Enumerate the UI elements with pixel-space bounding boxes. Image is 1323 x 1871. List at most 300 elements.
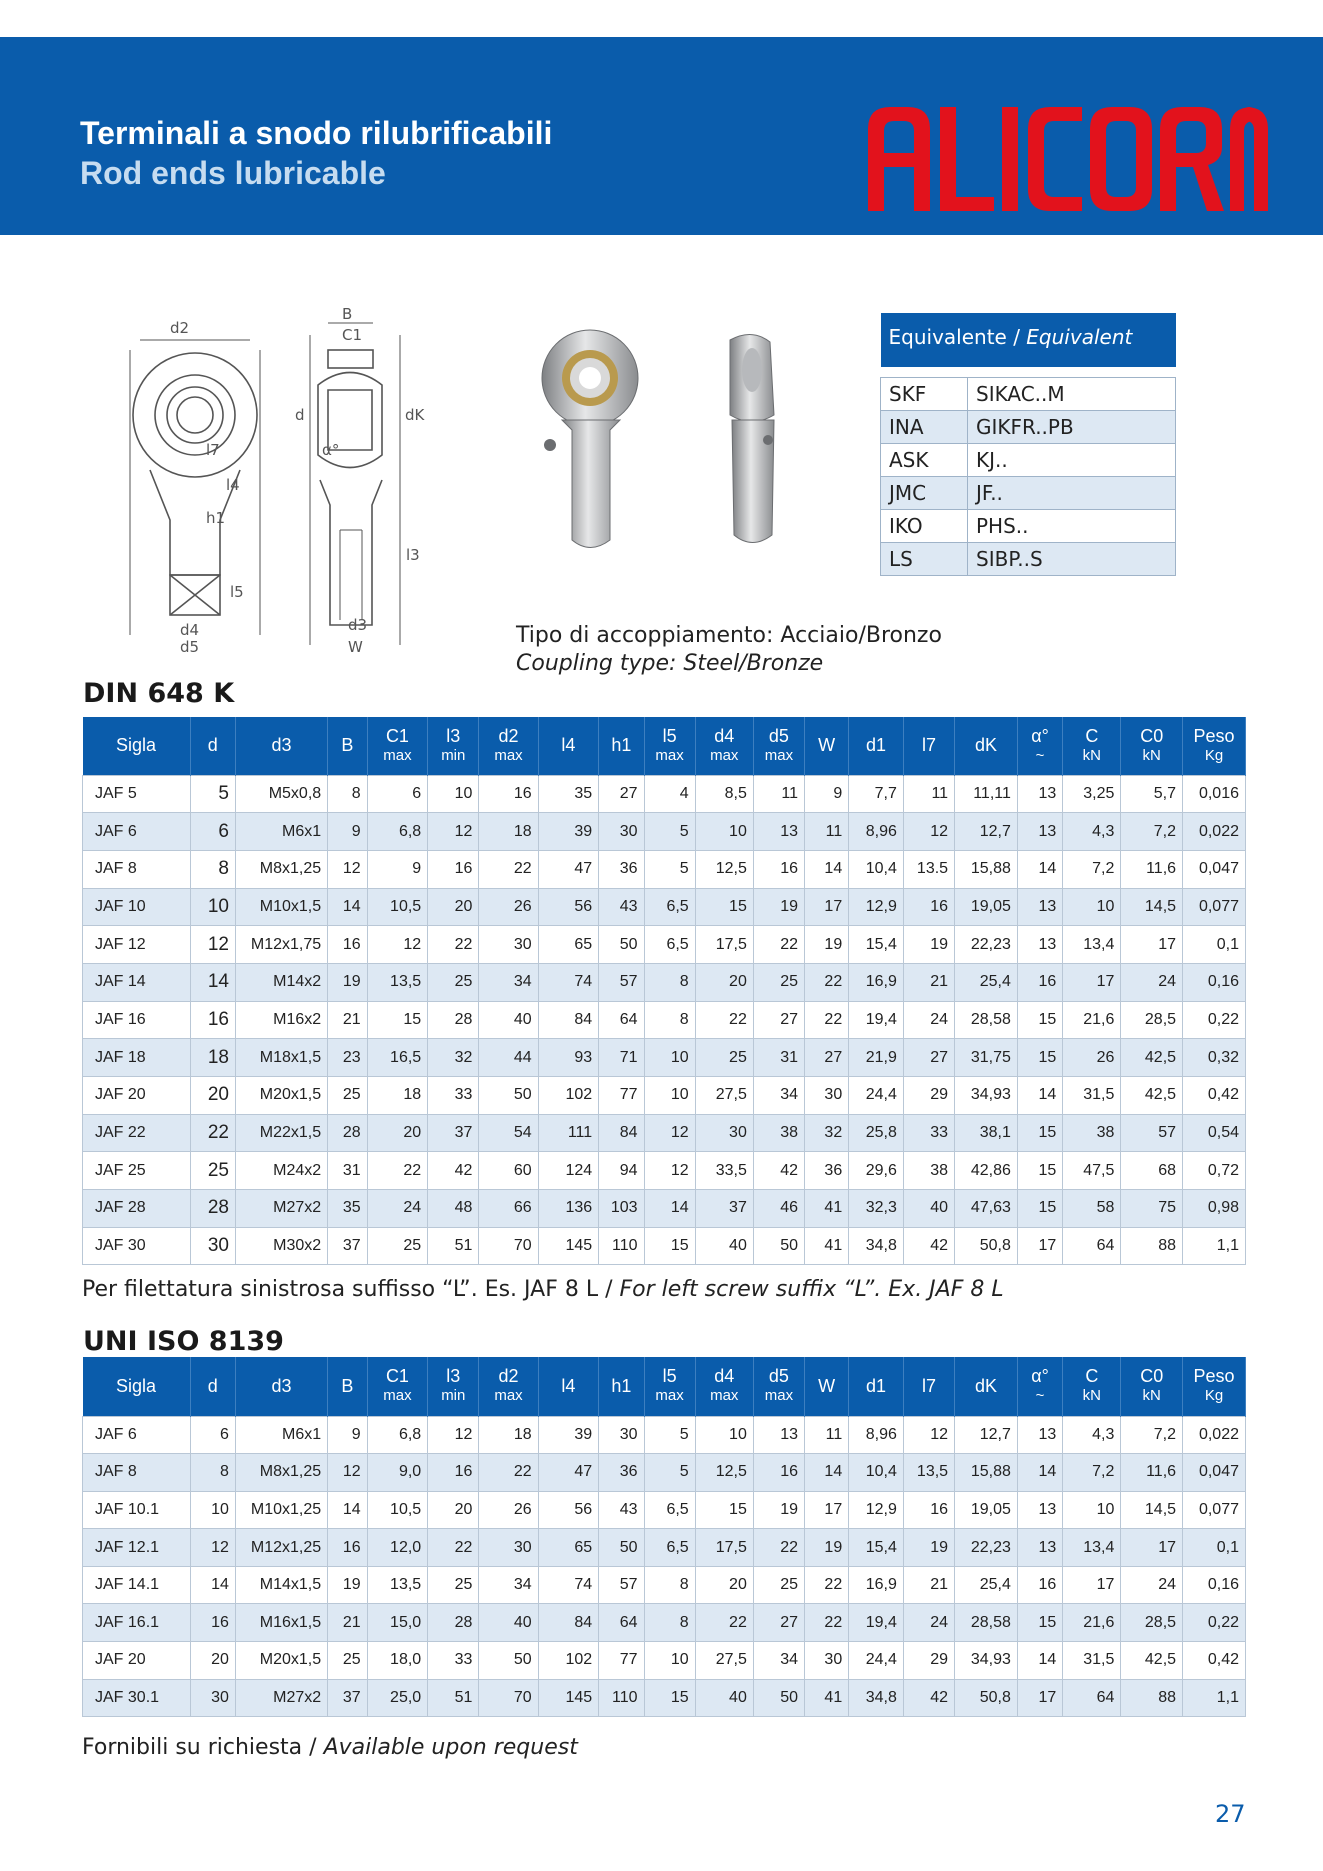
cell-sigla: JAF 16.1 [83, 1604, 191, 1642]
table-cell: 29 [903, 1642, 954, 1680]
table-cell: 11,6 [1121, 850, 1183, 888]
column-name: d1 [866, 735, 887, 756]
table-cell: 6,5 [644, 888, 695, 926]
table-cell: 21,6 [1063, 1604, 1121, 1642]
table-cell: 23 [328, 1039, 368, 1077]
table-cell: 9,0 [367, 1454, 427, 1492]
table-cell: 16 [903, 1491, 954, 1529]
table-cell: 33 [428, 1077, 479, 1115]
table-cell: 19 [328, 1566, 368, 1604]
table-cell: 27 [753, 1001, 804, 1039]
coupling-type-italian: Tipo di accoppiamento: Acciaio/Bronzo [516, 623, 942, 648]
table-cell: 21,9 [849, 1039, 904, 1077]
column-name: B [341, 1375, 354, 1396]
table-cell: 12 [903, 813, 954, 851]
table-cell: M6x1 [235, 813, 327, 851]
table-cell: 42,86 [955, 1152, 1018, 1190]
column-unit: max [494, 1387, 523, 1405]
table-cell: 15 [1017, 1001, 1062, 1039]
table-row [83, 850, 1246, 888]
table-cell: 6,8 [367, 813, 427, 851]
equivalent-rows [881, 378, 1176, 576]
table-cell: 19,4 [849, 1001, 904, 1039]
table-cell: 8 [644, 963, 695, 1001]
table-cell: 12,9 [849, 1491, 904, 1529]
column-header [849, 717, 904, 775]
table-cell: 20 [367, 1114, 427, 1152]
table-cell: 19 [903, 926, 954, 964]
availability-note: Fornibili su richiesta / Available upon request [82, 1735, 578, 1760]
cell-sigla: JAF 12 [83, 926, 191, 964]
cell-sigla: JAF 25 [83, 1152, 191, 1190]
column-unit: kN [1082, 746, 1101, 764]
table-cell: 30 [190, 1227, 235, 1265]
table-cell: 27,5 [695, 1077, 753, 1115]
equivalent-code: KJ.. [968, 444, 1176, 477]
table-cell: 25 [328, 1642, 368, 1680]
table-cell: 33,5 [695, 1152, 753, 1190]
column-unit: ~ [1035, 1387, 1045, 1405]
cell-sigla: JAF 14 [83, 963, 191, 1001]
table-cell: 25,0 [367, 1679, 427, 1717]
column-name: dK [974, 1375, 997, 1396]
table-cell: 42,5 [1121, 1077, 1183, 1115]
column-header [367, 1357, 427, 1416]
cell-sigla: JAF 10 [83, 888, 191, 926]
table-cell: 20 [695, 963, 753, 1001]
table-cell: 64 [1063, 1679, 1121, 1717]
table-cell: 32,3 [849, 1190, 904, 1228]
column-header [695, 1357, 753, 1416]
table-cell: 39 [538, 813, 598, 851]
table-cell: 4 [644, 775, 695, 813]
table-cell: 57 [599, 1566, 644, 1604]
table-cell: 30 [479, 1529, 538, 1567]
table-cell: 14 [805, 850, 849, 888]
column-header [328, 1357, 368, 1416]
table-cell: 19 [805, 926, 849, 964]
table-cell: 13 [753, 1416, 804, 1454]
table-row [83, 1491, 1246, 1529]
table-cell: 24 [367, 1190, 427, 1228]
label-W: W [348, 638, 363, 656]
table-cell: 16 [328, 1529, 368, 1567]
column-header [83, 1357, 191, 1416]
table-cell: 16 [479, 775, 538, 813]
table-cell: 22 [805, 1604, 849, 1642]
table-cell: 0,98 [1183, 1190, 1246, 1228]
table-cell: 15 [644, 1679, 695, 1717]
cell-sigla: JAF 28 [83, 1190, 191, 1228]
column-name: Peso [1193, 725, 1235, 746]
table-cell: 102 [538, 1077, 598, 1115]
table-cell: 19,4 [849, 1604, 904, 1642]
cell-sigla: JAF 12.1 [83, 1529, 191, 1567]
table-cell: 37 [695, 1190, 753, 1228]
table-cell: 10,5 [367, 1491, 427, 1529]
table-row [83, 963, 1246, 1001]
table-cell: 16 [753, 1454, 804, 1492]
column-header [644, 1357, 695, 1416]
table-cell: 145 [538, 1227, 598, 1265]
label-d2: d2 [170, 319, 190, 337]
table-cell: 50 [599, 1529, 644, 1567]
table-cell: M20x1,5 [235, 1077, 327, 1115]
column-header [367, 717, 427, 775]
table-cell: 34,93 [955, 1077, 1018, 1115]
table-cell: 32 [428, 1039, 479, 1077]
table-cell: 33 [428, 1642, 479, 1680]
table-cell: 7,2 [1121, 813, 1183, 851]
cell-sigla: JAF 8 [83, 850, 191, 888]
table-cell: 17 [1017, 1227, 1062, 1265]
table-cell: 15,88 [955, 850, 1018, 888]
table-cell: 0,72 [1183, 1152, 1246, 1190]
column-unit: max [494, 746, 523, 764]
equivalent-code: GIKFR..PB [968, 411, 1176, 444]
cell-sigla: JAF 8 [83, 1454, 191, 1492]
table-cell: 9 [328, 1416, 368, 1454]
column-header [903, 717, 954, 775]
table-cell: 0,22 [1183, 1001, 1246, 1039]
table-cell: 13.5 [903, 850, 954, 888]
table-cell: 50 [599, 926, 644, 964]
column-header [599, 717, 644, 775]
table-cell: 13 [1017, 1529, 1062, 1567]
column-header [479, 1357, 538, 1416]
table-cell: 31 [328, 1152, 368, 1190]
table-cell: 93 [538, 1039, 598, 1077]
table-row [83, 926, 1246, 964]
table-cell: 56 [538, 888, 598, 926]
table-cell: 22 [753, 926, 804, 964]
table-cell: 30 [805, 1077, 849, 1115]
cell-sigla: JAF 30 [83, 1227, 191, 1265]
column-header [428, 717, 479, 775]
column-unit: max [655, 1387, 684, 1405]
table-cell: 25 [190, 1152, 235, 1190]
table-cell: 24 [903, 1001, 954, 1039]
table-cell: 110 [599, 1679, 644, 1717]
table-cell: 25 [428, 963, 479, 1001]
column-name: l4 [561, 1375, 576, 1396]
table-cell: 35 [538, 775, 598, 813]
table-cell: 15 [644, 1227, 695, 1265]
column-name: l3 [446, 1366, 461, 1387]
table-cell: 38 [1063, 1114, 1121, 1152]
column-header [190, 717, 235, 775]
table-cell: 22 [190, 1114, 235, 1152]
column-name: C0 [1140, 725, 1164, 746]
table-cell: 0,047 [1183, 850, 1246, 888]
table-cell: 7,2 [1063, 850, 1121, 888]
column-name: d5 [768, 1366, 789, 1387]
table-cell: 27 [903, 1039, 954, 1077]
table-cell: 56 [538, 1491, 598, 1529]
table-cell: 10 [644, 1642, 695, 1680]
table-cell: 6,5 [644, 926, 695, 964]
table-cell: 36 [599, 850, 644, 888]
equivalent-brand: IKO [881, 510, 968, 543]
column-header [753, 717, 804, 775]
table-cell: 8 [190, 1454, 235, 1492]
table-cell: 8,5 [695, 775, 753, 813]
table-cell: 22 [428, 926, 479, 964]
table-cell: 28 [190, 1190, 235, 1228]
table-cell: 54 [479, 1114, 538, 1152]
table-row [83, 775, 1246, 813]
table-cell: 27 [805, 1039, 849, 1077]
column-header [1017, 1357, 1062, 1416]
table-cell: 25,4 [955, 963, 1018, 1001]
table-cell: 22 [753, 1529, 804, 1567]
table-cell: 47 [538, 850, 598, 888]
column-name: Sigla [116, 1375, 157, 1396]
table-cell: 21 [903, 963, 954, 1001]
table-cell: 25,4 [955, 1566, 1018, 1604]
din-648-k-table [82, 717, 1246, 1265]
table-cell: 10 [695, 813, 753, 851]
table-row [83, 1114, 1246, 1152]
table-cell: 28,58 [955, 1604, 1018, 1642]
table-cell: 40 [903, 1190, 954, 1228]
table-row [83, 1642, 1246, 1680]
cell-sigla: JAF 14.1 [83, 1566, 191, 1604]
column-unit: max [764, 746, 794, 764]
table-row [83, 1416, 1246, 1454]
table-cell: 8 [644, 1001, 695, 1039]
column-name: d5 [768, 725, 789, 746]
table-cell: 28 [428, 1001, 479, 1039]
table-cell: 64 [599, 1001, 644, 1039]
table-cell: 14 [644, 1190, 695, 1228]
column-unit: kN [1142, 746, 1161, 764]
table-cell: 7,2 [1063, 1454, 1121, 1492]
equivalent-row [881, 378, 1176, 411]
column-header [235, 717, 327, 775]
table-cell: 48 [428, 1190, 479, 1228]
column-name: h1 [611, 1375, 632, 1396]
table-cell: 6,5 [644, 1491, 695, 1529]
table-cell: 145 [538, 1679, 598, 1717]
column-header [599, 1357, 644, 1416]
table-cell: M27x2 [235, 1190, 327, 1228]
table-cell: 15,88 [955, 1454, 1018, 1492]
column-header [1063, 717, 1121, 775]
equivalent-code: JF.. [968, 477, 1176, 510]
label-d: d [295, 406, 305, 424]
table-cell: 17 [1121, 1529, 1183, 1567]
table-cell: 12 [190, 926, 235, 964]
table-cell: 75 [1121, 1190, 1183, 1228]
table-cell: 46 [753, 1190, 804, 1228]
table-row [83, 1039, 1246, 1077]
table-cell: 12,5 [695, 1454, 753, 1492]
table-cell: 47,63 [955, 1190, 1018, 1228]
table-cell: 15,0 [367, 1604, 427, 1642]
table-cell: 26 [479, 1491, 538, 1529]
table-cell: 12,7 [955, 1416, 1018, 1454]
table-cell: 8 [328, 775, 368, 813]
table-cell: 38 [903, 1152, 954, 1190]
table-cell: 14 [1017, 850, 1062, 888]
table-cell: 6,8 [367, 1416, 427, 1454]
table-cell: 10 [190, 1491, 235, 1529]
table-cell: 37 [428, 1114, 479, 1152]
column-name: l7 [921, 735, 936, 756]
table-cell: 70 [479, 1227, 538, 1265]
table-cell: M22x1,5 [235, 1114, 327, 1152]
equivalent-row [881, 411, 1176, 444]
table-cell: 24 [1121, 963, 1183, 1001]
column-header [83, 717, 191, 775]
table-cell: 103 [599, 1190, 644, 1228]
column-name: α° [1031, 725, 1049, 746]
table-cell: 37 [328, 1227, 368, 1265]
column-header [753, 1357, 804, 1416]
table-cell: 11 [753, 775, 804, 813]
table-cell: 28 [328, 1114, 368, 1152]
table-cell: 16 [190, 1001, 235, 1039]
column-unit: min [441, 1387, 466, 1405]
table-cell: 41 [805, 1679, 849, 1717]
table-cell: 13 [1017, 1416, 1062, 1454]
table-cell: 42 [753, 1152, 804, 1190]
table-cell: 25 [328, 1077, 368, 1115]
table-cell: 20 [428, 1491, 479, 1529]
table-cell: 11 [805, 1416, 849, 1454]
table-cell: M20x1,5 [235, 1642, 327, 1680]
table-cell: 42,5 [1121, 1039, 1183, 1077]
table-cell: 17,5 [695, 926, 753, 964]
table-row [83, 1001, 1246, 1039]
table-cell: 0,016 [1183, 775, 1246, 813]
table-cell: 10 [695, 1416, 753, 1454]
table-cell: 19 [328, 963, 368, 1001]
coupling-type [516, 622, 942, 678]
label-C1: C1 [342, 326, 363, 344]
table-cell: 19 [903, 1529, 954, 1567]
table-cell: M10x1,5 [235, 888, 327, 926]
table-cell: 38 [753, 1114, 804, 1152]
table-cell: 37 [328, 1679, 368, 1717]
column-unit: max [655, 746, 684, 764]
table-cell: 22,23 [955, 1529, 1018, 1567]
table-cell: 71 [599, 1039, 644, 1077]
cell-sigla: JAF 22 [83, 1114, 191, 1152]
table-cell: 9 [367, 850, 427, 888]
table-cell: 0,022 [1183, 813, 1246, 851]
table-cell: 21 [328, 1001, 368, 1039]
table-cell: 24 [1121, 1566, 1183, 1604]
table-cell: 0,1 [1183, 1529, 1246, 1567]
table-cell: 30 [599, 1416, 644, 1454]
table-row [83, 1529, 1246, 1567]
column-header [1063, 1357, 1121, 1416]
table-cell: 10 [644, 1039, 695, 1077]
table-cell: 17,5 [695, 1529, 753, 1567]
column-header [538, 1357, 598, 1416]
cell-sigla: JAF 30.1 [83, 1679, 191, 1717]
column-name: dK [974, 735, 997, 756]
title-english: Rod ends lubricable [80, 155, 386, 191]
table-cell: 25,8 [849, 1114, 904, 1152]
table-cell: 22 [805, 963, 849, 1001]
label-d5: d5 [180, 638, 200, 656]
table-cell: 8 [644, 1566, 695, 1604]
table-row [83, 1152, 1246, 1190]
table-cell: 12 [428, 813, 479, 851]
table-cell: 31,5 [1063, 1642, 1121, 1680]
table-cell: 19 [753, 888, 804, 926]
table-cell: 50 [479, 1077, 538, 1115]
table-cell: 58 [1063, 1190, 1121, 1228]
equivalent-table [880, 313, 1176, 576]
label-d4: d4 [180, 621, 200, 639]
table-row [83, 1604, 1246, 1642]
column-name: d2 [498, 1366, 519, 1387]
table-cell: 34 [479, 963, 538, 1001]
table-cell: 88 [1121, 1679, 1183, 1717]
column-header [1121, 717, 1183, 775]
table-cell: 28,5 [1121, 1604, 1183, 1642]
table-cell: 6 [190, 813, 235, 851]
label-l5: l5 [230, 583, 244, 601]
label-dK: dK [405, 406, 425, 424]
rod-end-product-photo [520, 320, 810, 570]
table-cell: 33 [903, 1114, 954, 1152]
cell-sigla: JAF 18 [83, 1039, 191, 1077]
table-cell: 43 [599, 1491, 644, 1529]
table-cell: 11 [805, 813, 849, 851]
column-header [1121, 1357, 1183, 1416]
table-cell: 50 [753, 1679, 804, 1717]
table-cell: 14 [328, 1491, 368, 1529]
table-cell: 20 [190, 1077, 235, 1115]
table-cell: 42 [903, 1227, 954, 1265]
table-cell: 10 [1063, 888, 1121, 926]
table-cell: 68 [1121, 1152, 1183, 1190]
left-screw-note: Per filettatura sinistrosa suffisso “L”. Es. JAF 8 L / For left screw suffix “L”. Ex. JAF 8 L [82, 1277, 1004, 1302]
cell-sigla: JAF 6 [83, 813, 191, 851]
table-cell: 30 [805, 1642, 849, 1680]
table-cell: 22 [479, 1454, 538, 1492]
cell-sigla: JAF 6 [83, 1416, 191, 1454]
cell-sigla: JAF 10.1 [83, 1491, 191, 1529]
title-italian: Terminali a snodo rilubrificabili [80, 115, 553, 151]
table-cell: 5 [644, 813, 695, 851]
table-cell: 14 [190, 963, 235, 1001]
table-cell: 14 [1017, 1077, 1062, 1115]
column-name: d1 [866, 1375, 887, 1396]
table-cell: 20 [190, 1642, 235, 1680]
table-cell: 13,5 [903, 1454, 954, 1492]
table-cell: 21,6 [1063, 1001, 1121, 1039]
label-l4: l4 [226, 476, 240, 494]
equivalent-code: SIBP..S [968, 543, 1176, 576]
table-cell: 12 [644, 1152, 695, 1190]
column-name: d [207, 735, 218, 756]
table-cell: 9 [805, 775, 849, 813]
table-cell: M27x2 [235, 1679, 327, 1717]
equivalent-brand: INA [881, 411, 968, 444]
table-cell: 24,4 [849, 1642, 904, 1680]
table-cell: 15 [695, 888, 753, 926]
table-cell: 17 [1063, 1566, 1121, 1604]
table-cell: 8 [644, 1604, 695, 1642]
column-name: C [1085, 725, 1099, 746]
table-cell: 31 [753, 1039, 804, 1077]
